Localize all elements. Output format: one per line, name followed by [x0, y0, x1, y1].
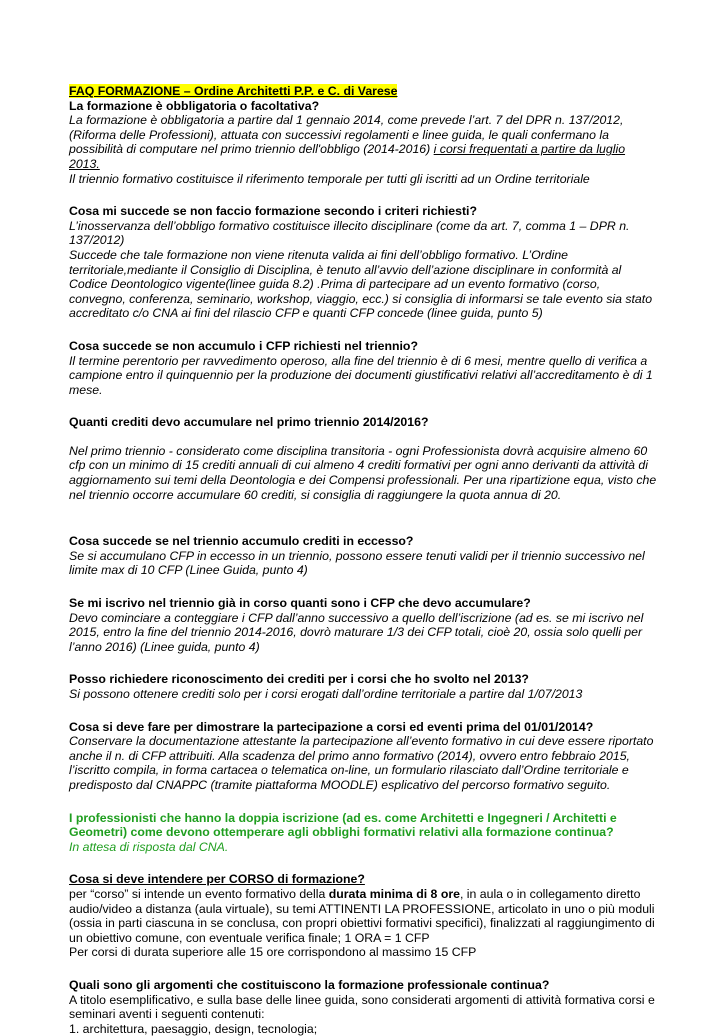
faq-answer: Si possono ottenere crediti solo per i corsi erogati dall’ordine territoriale a partire dal 1/07/2013	[69, 687, 583, 701]
list-item: 1. architettura, paesaggio, design, tecnologia;	[69, 1021, 318, 1036]
faq-question: La formazione è obbligatoria o facoltativa?	[69, 98, 320, 113]
faq-question: Quanti crediti devo accumulare nel primo triennio 2014/2016?	[69, 415, 429, 430]
faq-answer: Se si accumulano CFP in eccesso in un triennio, possono essere tenuti validi per il triennio successivo nel limite max di 10 CFP (Linee Guida, punto 4)	[69, 548, 645, 578]
faq-answer: Il triennio formativo costituisce il riferimento temporale per tutti gli iscritti ad un Ordine territoriale	[69, 171, 590, 186]
faq-answer: Nel primo triennio - considerato come disciplina transitoria - ogni Professionista dovrà acquisire almeno 60 cfp con un minimo di 15 crediti annuali di cui almeno 4 crediti formativi per ogni anno derivanti da attività di aggiornamento sui temi della Deontologia e dei Compensi professionali. Per una ripartizione equa, visto che nel triennio occorre accumulare 60 crediti, si consiglia di raggiungere la quota annua di 20.	[69, 443, 657, 502]
faq-answer-pending: In attesa di risposta dal CNA.	[69, 839, 229, 854]
faq-answer: Devo cominciare a conteggiare i CFP dall’anno successivo a quello dell’iscrizione (ad es. se mi iscrivo nel 2015, entro la fine del triennio 2014-2016, dovrò maturare 1/3 dei CFP totali, cioè 20, ossia solo quelli per l’anno 2016) (Linee guida, punto 4)	[69, 610, 644, 654]
faq-answer: Succede che tale formazione non viene ritenuta valida ai fini dell’obbligo formativo. L’Ordine territoriale,mediante il Consiglio di Disciplina, è tenuto all’avvio dell’azione disciplinare in conformità al Codice Deontologico vigente(linee guida 8.2) .Prima di partecipare ad un evento formativo (corso, convegno, conferenza, seminario, workshop, viaggio, ecc.) si consiglia di informarsi se tale evento sia stato accreditato c/o CNA ai fini del rilascio CFP e quanti CFP concede (linee guida, punto 5)	[69, 247, 653, 321]
faq-answer: A titolo esemplificativo, e sulla base delle linee guida, sono considerati argomenti di attività formativa corsi e seminari aventi i seguenti contenuti:	[69, 992, 655, 1022]
faq-question: Posso richiedere riconoscimento dei crediti per i corsi che ho svolto nel 2013?	[69, 672, 529, 687]
faq-question: Cosa succede se nel triennio accumulo crediti in eccesso?	[69, 534, 414, 549]
document-page	[69, 84, 659, 1036]
faq-question: Se mi iscrivo nel triennio già in corso quanti sono i CFP che devo accumulare?	[69, 596, 531, 611]
faq-answer: per “corso” si intende un evento formativo della durata minima di 8 ore, in aula o in collegamento diretto audio/video a distanza (aula virtuale), su temi ATTINENTI LA PROFESSIONE, articolato in uno o più moduli (ossia in parti ciascuna in se conclusa, con propri obiettivi formativi specifici), finalizzati al raggiungimento di un obiettivo comune, con eventuale verifica finale; 1 ORA = 1 CFP	[69, 886, 655, 945]
document-title: FAQ FORMAZIONE – Ordine Architetti P.P. e C. di Varese	[69, 84, 398, 98]
faq-question: Cosa succede se non accumulo i CFP richiesti nel triennio?	[69, 338, 418, 353]
faq-answer: L’inosservanza dell’obbligo formativo costituisce illecito disciplinare (come da art. 7, comma 1 – DPR n. 137/2012)	[69, 218, 630, 248]
faq-question: Cosa si deve intendere per CORSO di formazione?	[69, 872, 365, 887]
faq-answer: Il termine perentorio per ravvedimento operoso, alla fine del triennio è di 6 mesi, mentre quello di verifica a campione entro il quinquennio per la produzione dei documenti giustificativi relativi all’accreditamento è di 1 mese.	[69, 353, 653, 397]
faq-answer: Conservare la documentazione attestante la partecipazione all’evento formativo in cui deve essere riportato anche il n. di CFP attribuiti. Alla scadenza del primo anno formativo (2014), ovvero entro febbraio 2015, l’iscritto compila, in forma cartacea o telematica on-line, un formulario rilasciato dall’Ordine territoriale e predisposto dal CNAPPC (tramite piattaforma MOODLE) esplicativo del percorso formativo seguito.	[69, 734, 654, 792]
faq-question-highlighted: I professionisti che hanno la doppia iscrizione (ad es. come Architetti e Ingegneri / Architetti e Geometri) come devono ottemperare agli obblighi formativi relativi alla formazione continua?	[69, 810, 617, 840]
faq-question: Cosa si deve fare per dimostrare la partecipazione a corsi ed eventi prima del 01/01/2014?	[69, 719, 594, 734]
faq-question: Quali sono gli argomenti che costituiscono la formazione professionale continua?	[69, 977, 550, 992]
faq-answer: Per corsi di durata superiore alle 15 ore corrispondono al massimo 15 CFP	[69, 945, 477, 960]
faq-question: Cosa mi succede se non faccio formazione secondo i criteri richiesti?	[69, 204, 477, 219]
faq-answer: La formazione è obbligatoria a partire dal 1 gennaio 2014, come prevede l’art. 7 del DPR n. 137/2012, (Riforma delle Professioni), attuata con successivi regolamenti e linee guida, le quali confermano la possibilità di computare nel primo triennio dell'obbligo (2014-2016) i corsi frequentati a partire da luglio 2013.	[69, 113, 626, 171]
